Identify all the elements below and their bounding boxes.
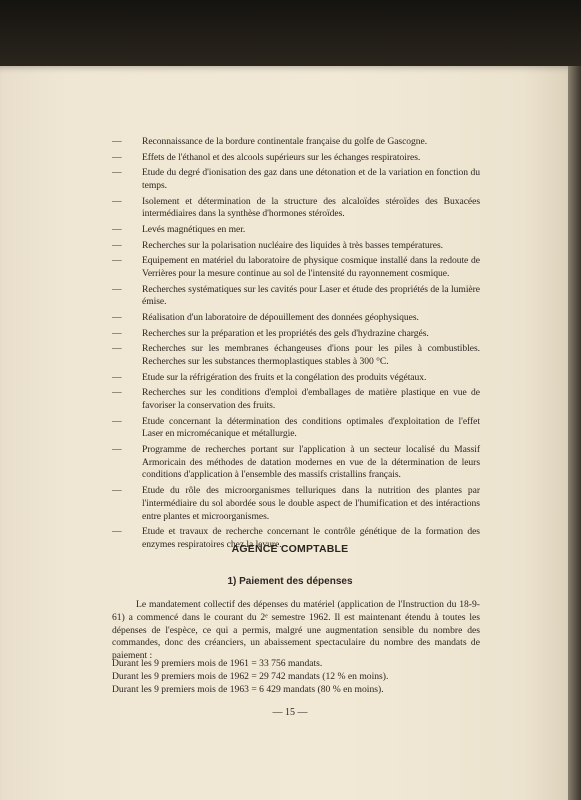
- research-item: — Levés magnétiques en mer.: [112, 224, 480, 237]
- research-item: — Réalisation d'un laboratoire de dépouillement des données géophysiques.: [112, 312, 480, 325]
- research-item: — Etude du degré d'ionisation des gaz dans une détonation et de la variation en fonction du temps.: [112, 167, 480, 193]
- scan-page-edge: [568, 66, 581, 800]
- mandate-stat-line: Durant les 9 premiers mois de 1963 = 6 429 mandats (80 % en moins).: [112, 683, 384, 695]
- scan-background-top: [0, 0, 581, 66]
- subsection-title: 1) Paiement des dépenses: [227, 576, 353, 587]
- research-list: [112, 136, 480, 555]
- research-item: — Etude sur la réfrigération des fruits et la congélation des produits végétaux.: [112, 372, 480, 385]
- mandate-stats-list: [112, 658, 480, 696]
- research-item: — Etude du rôle des microorganismes telluriques dans la nutrition des plantes par l'intermédiaire du sol abordée sous le double aspect de l'humification et des intéractions entre plantes et microorganismes.: [112, 485, 480, 523]
- document-page: [0, 66, 568, 800]
- research-item: — Effets de l'éthanol et des alcools supérieurs sur les échanges respiratoires.: [112, 152, 480, 165]
- research-item: — Recherches sur les conditions d'emploi d'emballages de matière plastique en vue de favoriser la conservation des fruits.: [112, 387, 480, 413]
- research-item: — Isolement et détermination de la structure des alcaloïdes stéroïdes des Buxacées intermédiaires dans la synthèse d'hormones stéroïdes.: [112, 196, 480, 222]
- page-number: — 15 —: [272, 707, 308, 718]
- mandate-stat-line: Durant les 9 premiers mois de 1962 = 29 742 mandats (12 % en moins).: [112, 670, 389, 682]
- research-item: — Recherches systématiques sur les cavités pour Laser et étude des propriétés de la lumière émise.: [112, 284, 480, 310]
- research-item: — Etude et travaux de recherche concernant le contrôle génétique de la formation des enzymes respiratoires chez la levure.: [112, 526, 480, 552]
- research-item: — Recherches sur les membranes échangeuses d'ions pour les piles à combustibles. Recherches sur les substances thermoplastiques stables à 300 °C.: [112, 343, 480, 369]
- research-item: — Equipement en matériel du laboratoire de physique cosmique installé dans la redoute de Verrières pour la mesure continue au sol de l'intensité du rayonnement cosmique.: [112, 255, 480, 281]
- research-item: — Recherches sur la préparation et les propriétés des gels d'hydrazine chargés.: [112, 328, 480, 341]
- body-paragraph: Le mandatement collectif des dépenses du matériel (application de l'Instruction du 18-9-61) a commencé dans le courant du 2ᵉ semestre 1962. Il est maintenant étendu à toutes les dépenses de l'espèce, ce qui a permis, malgré une augmentation sensible du nombre des commandes, donc des créanciers, un abaissement spectaculaire du nombre des mandats de paiement :: [112, 599, 480, 662]
- research-item: — Etude concernant la détermination des conditions optimales d'exploitation de l'effet Laser en micromécanique et métallurgie.: [112, 416, 480, 442]
- research-item: — Reconnaissance de la bordure continentale française du golfe de Gascogne.: [112, 136, 480, 149]
- section-title: AGENCE COMPTABLE: [231, 543, 349, 555]
- mandate-stat-line: Durant les 9 premiers mois de 1961 = 33 756 mandats.: [112, 658, 323, 669]
- research-item: — Recherches sur la polarisation nucléaire des liquides à très basses températures.: [112, 240, 480, 253]
- research-item: — Programme de recherches portant sur l'application à un secteur localisé du Massif Armoricain des méthodes de datation modernes en vue de la détermination de leurs conditions d'application à l'ensemble des massifs cristallins français.: [112, 444, 480, 482]
